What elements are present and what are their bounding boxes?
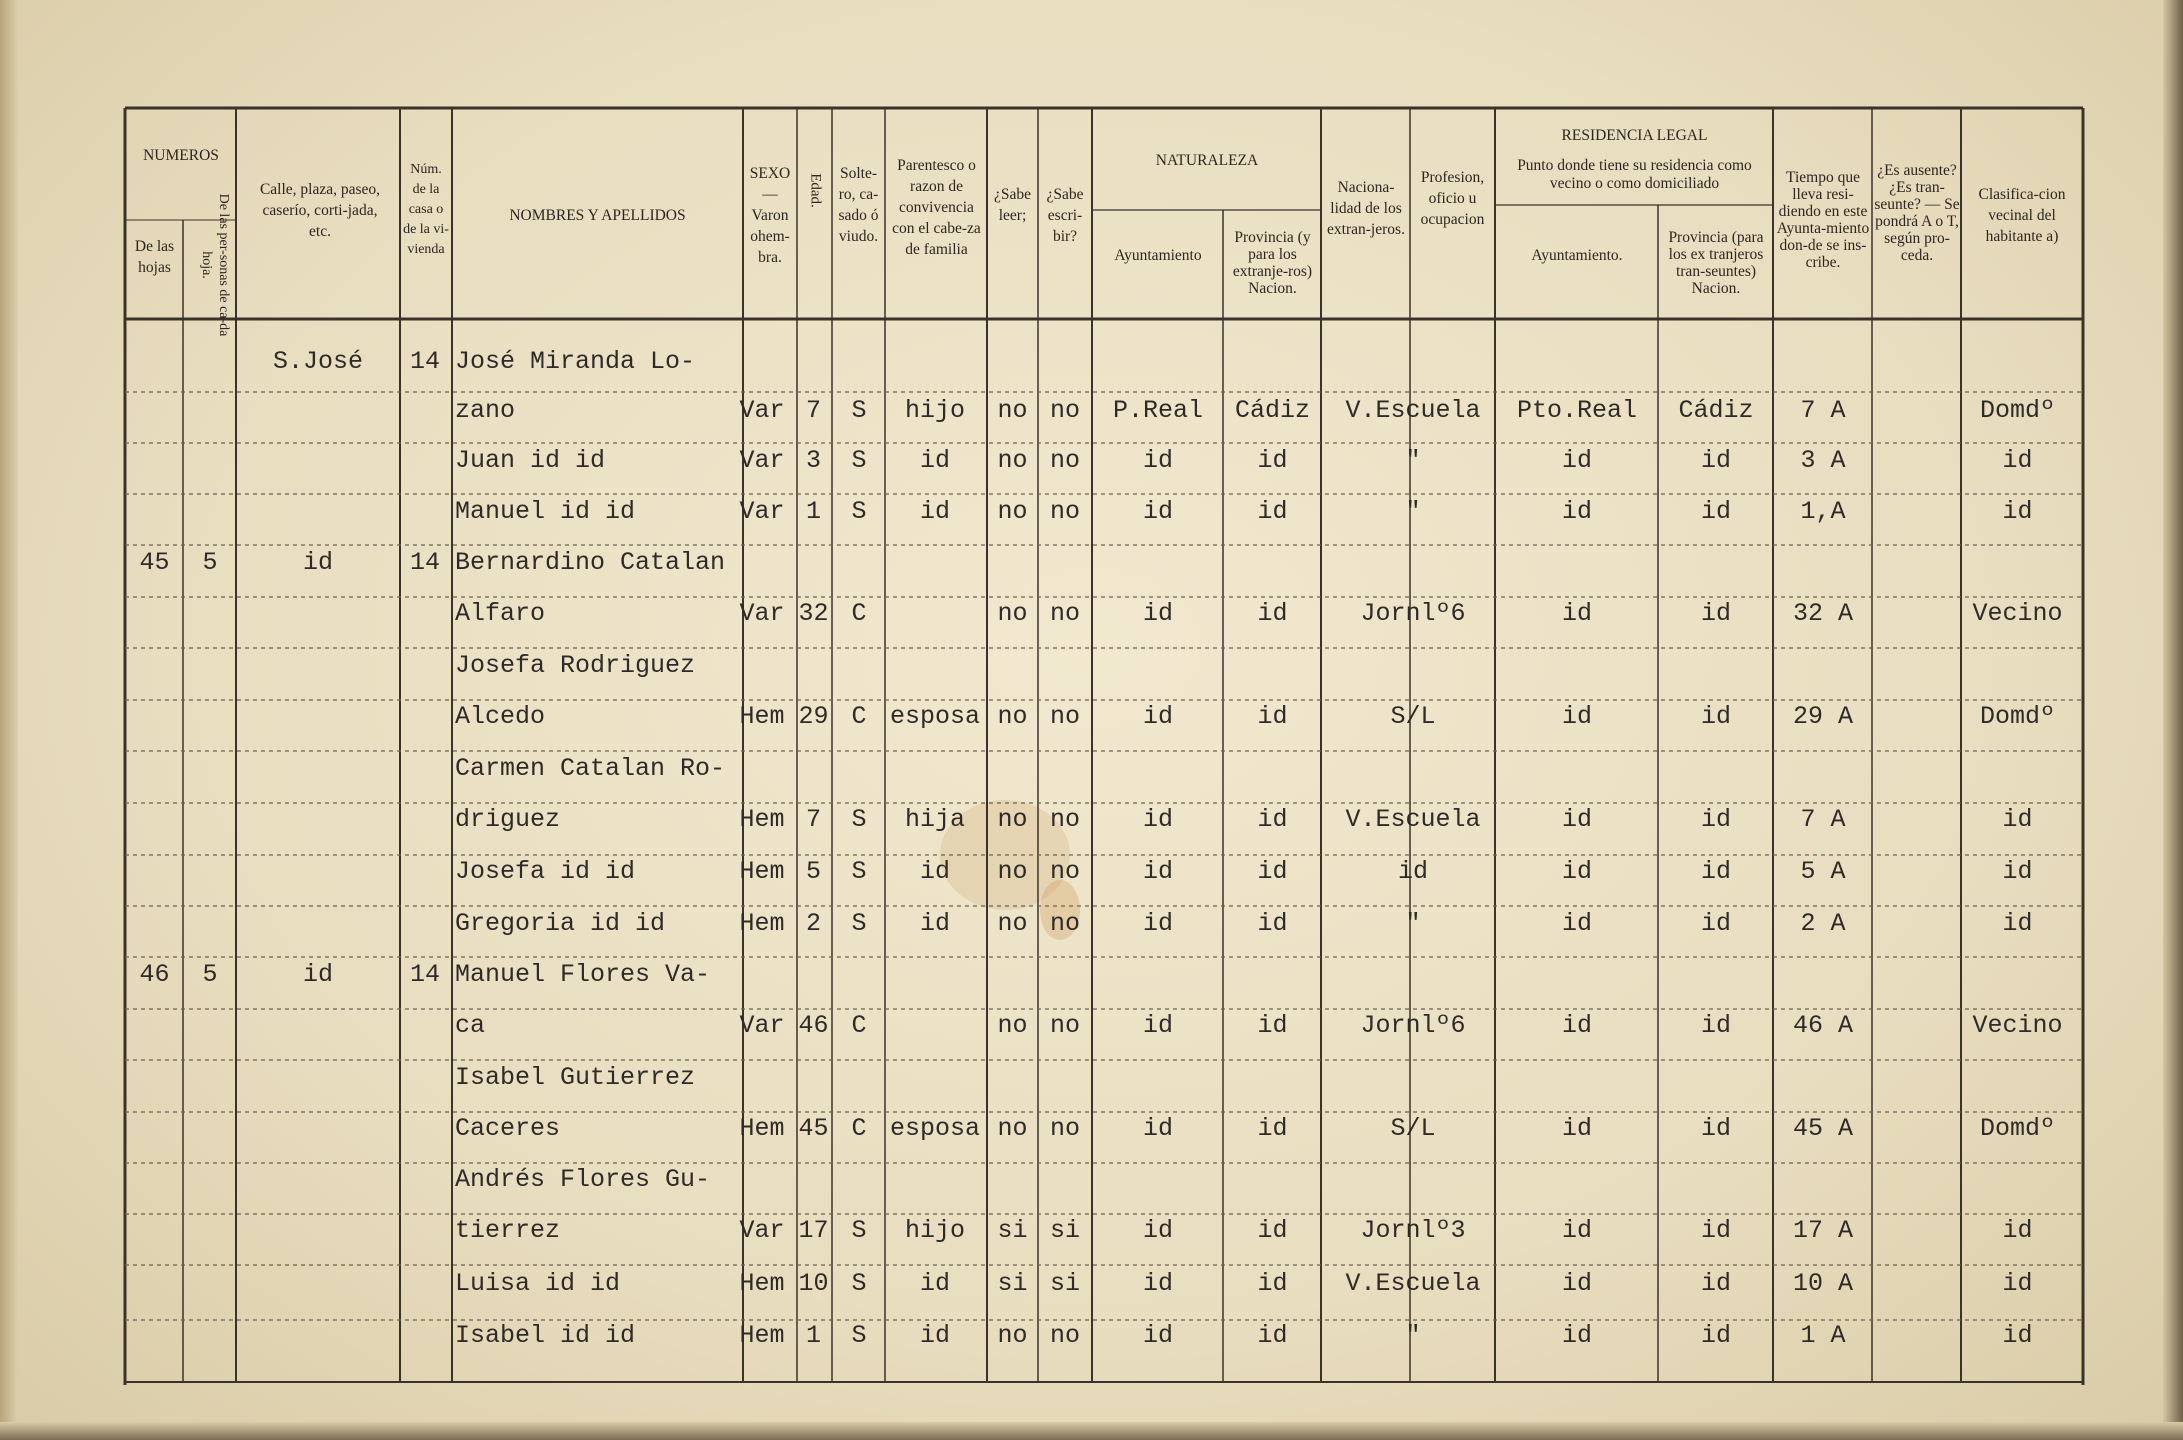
cell-clasif: id bbox=[2002, 446, 2033, 475]
cell-profesion: V.Escuela bbox=[1345, 805, 1481, 834]
cell-profesion: Jornlº3 bbox=[1360, 1216, 1466, 1245]
header-res-ayuntamiento: Ayuntamiento. bbox=[1531, 246, 1623, 264]
cell-nat-prov: id bbox=[1257, 909, 1288, 938]
cell-nat-prov: id bbox=[1257, 1216, 1288, 1245]
cell-profesion: V.Escuela bbox=[1345, 1269, 1481, 1298]
cell-edad: 2 bbox=[805, 909, 821, 938]
header-nat-provincia: Provincia (y para los extranje-ros) Nacion. bbox=[1232, 229, 1313, 297]
cell-res-ayto: id bbox=[1561, 1114, 1592, 1143]
cell-clasif: Vecino bbox=[1972, 1011, 2063, 1040]
cell-leer: no bbox=[997, 396, 1028, 425]
cell-leer: no bbox=[997, 599, 1028, 628]
cell-leer: no bbox=[997, 909, 1028, 938]
cell-nat-prov: id bbox=[1257, 446, 1288, 475]
cell-nat-ayto: id bbox=[1142, 599, 1173, 628]
cell-escribir: no bbox=[1049, 1114, 1080, 1143]
header-naturaleza: NATURALEZA bbox=[1155, 151, 1259, 169]
cell-leer: no bbox=[997, 805, 1028, 834]
cell-res-ayto: id bbox=[1561, 857, 1592, 886]
header-calle: Calle, plaza, paseo, caserío, corti-jada, etc. bbox=[259, 180, 381, 240]
cell-calle: S.José bbox=[272, 347, 363, 376]
cell-clasif: id bbox=[2002, 805, 2033, 834]
header-tiempo: Tiempo que lleva resi-diendo en este Ayunta-miento don-de se ins-cribe. bbox=[1776, 169, 1870, 271]
cell-leer: no bbox=[997, 1114, 1028, 1143]
cell-nat-ayto: id bbox=[1142, 702, 1173, 731]
cell-leer: no bbox=[997, 702, 1028, 731]
cell-tiempo: 7 A bbox=[1800, 396, 1846, 425]
cell-sexo: Hem bbox=[739, 805, 785, 834]
cell-hoja: 45 bbox=[139, 548, 170, 577]
cell-escribir: no bbox=[1049, 857, 1080, 886]
cell-res-prov: id bbox=[1700, 805, 1731, 834]
cell-escribir: no bbox=[1049, 497, 1080, 526]
cell-nat-prov: id bbox=[1257, 702, 1288, 731]
cell-escribir: no bbox=[1049, 396, 1080, 425]
cell-nat-prov: id bbox=[1257, 1011, 1288, 1040]
cell-edad: 17 bbox=[798, 1216, 829, 1245]
cell-casa: 14 bbox=[409, 347, 440, 376]
cell-nombre: Josefa Rodriguez bbox=[455, 651, 696, 680]
cell-profesion: " bbox=[1405, 446, 1421, 475]
cell-nat-ayto: id bbox=[1142, 857, 1173, 886]
cell-parentesco: hijo bbox=[904, 396, 965, 425]
cell-nombre: Andrés Flores Gu- bbox=[455, 1165, 711, 1194]
cell-tiempo: 10 A bbox=[1792, 1269, 1853, 1298]
cell-nombre: ca bbox=[455, 1011, 486, 1040]
cell-tiempo: 5 A bbox=[1800, 857, 1846, 886]
cell-sexo: Hem bbox=[739, 702, 785, 731]
cell-edad: 29 bbox=[798, 702, 829, 731]
cell-sexo: Var bbox=[739, 396, 785, 425]
cell-parentesco: hijo bbox=[904, 1216, 965, 1245]
cell-nat-prov: Cádiz bbox=[1234, 396, 1310, 425]
cell-profesion: id bbox=[1397, 857, 1428, 886]
cell-nat-prov: id bbox=[1257, 1114, 1288, 1143]
cell-nombre: Gregoria id id bbox=[455, 909, 666, 938]
header-parentesco: Parentesco o razon de convivencia con el cabe-za de familia bbox=[892, 156, 981, 258]
cell-estado: C bbox=[851, 599, 867, 628]
cell-nombre: Carmen Catalan Ro- bbox=[455, 754, 726, 783]
cell-nat-ayto: id bbox=[1142, 1216, 1173, 1245]
cell-res-ayto: id bbox=[1561, 1321, 1592, 1350]
cell-estado: C bbox=[851, 702, 867, 731]
cell-leer: si bbox=[997, 1269, 1028, 1298]
cell-clasif: id bbox=[2002, 857, 2033, 886]
cell-nombre: Manuel Flores Va- bbox=[455, 960, 711, 989]
cell-hoja: 46 bbox=[139, 960, 170, 989]
cell-leer: no bbox=[997, 446, 1028, 475]
cell-sexo: Hem bbox=[739, 857, 785, 886]
cell-parentesco: esposa bbox=[889, 1114, 980, 1143]
cell-clasif: id bbox=[2002, 1269, 2033, 1298]
cell-edad: 1 bbox=[805, 1321, 821, 1350]
cell-parentesco: id bbox=[919, 497, 950, 526]
header-numeros: NUMEROS bbox=[143, 146, 219, 164]
cell-casa: 14 bbox=[409, 548, 440, 577]
header-sexo: SEXO — Varon ohem-bra. bbox=[749, 164, 791, 266]
cell-res-prov: id bbox=[1700, 909, 1731, 938]
cell-profesion: Jornlº6 bbox=[1360, 599, 1466, 628]
cell-estado: C bbox=[851, 1011, 867, 1040]
cell-sexo: Var bbox=[739, 497, 785, 526]
cell-estado: S bbox=[851, 909, 867, 938]
cell-edad: 3 bbox=[805, 446, 821, 475]
cell-nat-prov: id bbox=[1257, 1321, 1288, 1350]
cell-clasif: Domdº bbox=[1979, 396, 2055, 425]
cell-tiempo: 7 A bbox=[1800, 805, 1846, 834]
cell-nat-ayto: id bbox=[1142, 1114, 1173, 1143]
header-nombres: NOMBRES Y APELLIDOS bbox=[509, 206, 686, 224]
cell-parentesco: hija bbox=[904, 805, 965, 834]
cell-parentesco: id bbox=[919, 1269, 950, 1298]
cell-res-ayto: id bbox=[1561, 1011, 1592, 1040]
cell-edad: 7 bbox=[805, 805, 821, 834]
cell-persona: 5 bbox=[202, 548, 218, 577]
cell-res-ayto: id bbox=[1561, 446, 1592, 475]
cell-clasif: Domdº bbox=[1979, 702, 2055, 731]
cell-nat-ayto: id bbox=[1142, 909, 1173, 938]
cell-nombre: zano bbox=[455, 396, 516, 425]
cell-res-prov: id bbox=[1700, 702, 1731, 731]
cell-sexo: Hem bbox=[739, 1269, 785, 1298]
cell-tiempo: 2 A bbox=[1800, 909, 1846, 938]
cell-sexo: Var bbox=[739, 1216, 785, 1245]
cell-sexo: Hem bbox=[739, 1114, 785, 1143]
cell-clasif: id bbox=[2002, 1216, 2033, 1245]
cell-nombre: Caceres bbox=[455, 1114, 561, 1143]
cell-leer: no bbox=[997, 857, 1028, 886]
cell-tiempo: 1,A bbox=[1800, 497, 1846, 526]
cell-nat-ayto: id bbox=[1142, 1269, 1173, 1298]
cell-clasif: id bbox=[2002, 1321, 2033, 1350]
header-residencia: RESIDENCIA LEGAL bbox=[1561, 126, 1708, 144]
cell-leer: no bbox=[997, 497, 1028, 526]
cell-estado: S bbox=[851, 1269, 867, 1298]
cell-nat-ayto: P.Real bbox=[1112, 396, 1203, 425]
cell-nat-prov: id bbox=[1257, 857, 1288, 886]
cell-profesion: " bbox=[1405, 1321, 1421, 1350]
cell-estado: S bbox=[851, 1321, 867, 1350]
cell-res-ayto: id bbox=[1561, 497, 1592, 526]
cell-escribir: si bbox=[1049, 1269, 1080, 1298]
cell-parentesco: id bbox=[919, 1321, 950, 1350]
cell-profesion: S/L bbox=[1390, 1114, 1436, 1143]
header-sabe-leer: ¿Sabe leer; bbox=[993, 186, 1031, 224]
cell-escribir: no bbox=[1049, 805, 1080, 834]
cell-edad: 7 bbox=[805, 396, 821, 425]
cell-profesion: " bbox=[1405, 909, 1421, 938]
cell-sexo: Hem bbox=[739, 1321, 785, 1350]
cell-nat-ayto: id bbox=[1142, 1321, 1173, 1350]
cell-nat-ayto: id bbox=[1142, 497, 1173, 526]
cell-escribir: no bbox=[1049, 446, 1080, 475]
cell-escribir: no bbox=[1049, 599, 1080, 628]
cell-leer: si bbox=[997, 1216, 1028, 1245]
cell-res-ayto: id bbox=[1561, 1216, 1592, 1245]
cell-nat-prov: id bbox=[1257, 497, 1288, 526]
cell-escribir: no bbox=[1049, 1011, 1080, 1040]
cell-res-prov: Cádiz bbox=[1678, 396, 1754, 425]
cell-profesion: V.Escuela bbox=[1345, 396, 1481, 425]
header-res-provincia: Provincia (para los ex tranjeros tran-seuntes) Nacion. bbox=[1668, 229, 1764, 297]
cell-escribir: si bbox=[1049, 1216, 1080, 1245]
header-residencia-sub: Punto donde tiene su residencia como vecino o como domiciliado bbox=[1517, 157, 1752, 192]
cell-res-prov: id bbox=[1700, 1011, 1731, 1040]
cell-nombre: Juan id id bbox=[455, 446, 606, 475]
cell-estado: S bbox=[851, 1216, 867, 1245]
cell-sexo: Var bbox=[739, 599, 785, 628]
cell-res-prov: id bbox=[1700, 1321, 1731, 1350]
cell-edad: 45 bbox=[798, 1114, 829, 1143]
cell-res-prov: id bbox=[1700, 1114, 1731, 1143]
cell-res-prov: id bbox=[1700, 497, 1731, 526]
cell-parentesco: esposa bbox=[889, 702, 980, 731]
cell-casa: 14 bbox=[409, 960, 440, 989]
cell-res-ayto: id bbox=[1561, 702, 1592, 731]
cell-profesion: Jornlº6 bbox=[1360, 1011, 1466, 1040]
cell-nat-prov: id bbox=[1257, 1269, 1288, 1298]
header-de-las-hojas: De las hojas bbox=[134, 238, 175, 276]
cell-leer: no bbox=[997, 1321, 1028, 1350]
cell-nombre: tierrez bbox=[455, 1216, 561, 1245]
cell-res-prov: id bbox=[1700, 1216, 1731, 1245]
cell-sexo: Hem bbox=[739, 909, 785, 938]
header-nacionalidad: Naciona-lidad de los extran-jeros. bbox=[1327, 178, 1405, 238]
cell-nombre: Isabel id id bbox=[455, 1321, 636, 1350]
cell-parentesco: id bbox=[919, 857, 950, 886]
cell-nat-ayto: id bbox=[1142, 446, 1173, 475]
header-clasificacion: Clasifica-cion vecinal del habitante a) bbox=[1978, 185, 2066, 245]
cell-nombre: Manuel id id bbox=[455, 497, 636, 526]
cell-profesion: " bbox=[1405, 497, 1421, 526]
cell-res-ayto: id bbox=[1561, 909, 1592, 938]
cell-parentesco: id bbox=[919, 909, 950, 938]
cell-res-prov: id bbox=[1700, 857, 1731, 886]
cell-nombre: José Miranda Lo- bbox=[455, 347, 696, 376]
cell-res-prov: id bbox=[1700, 1269, 1731, 1298]
cell-nat-prov: id bbox=[1257, 599, 1288, 628]
cell-res-ayto: Pto.Real bbox=[1516, 396, 1638, 425]
cell-estado: S bbox=[851, 497, 867, 526]
cell-nombre: Bernardino Catalan bbox=[455, 548, 726, 577]
cell-nat-prov: id bbox=[1257, 805, 1288, 834]
cell-estado: S bbox=[851, 446, 867, 475]
cell-tiempo: 32 A bbox=[1792, 599, 1853, 628]
cell-estado: C bbox=[851, 1114, 867, 1143]
header-soltero: Solte-ro, ca-sado ó viudo. bbox=[838, 165, 879, 245]
cell-nombre: Luisa id id bbox=[455, 1269, 621, 1298]
cell-leer: no bbox=[997, 1011, 1028, 1040]
cell-parentesco: id bbox=[919, 446, 950, 475]
cell-escribir: no bbox=[1049, 702, 1080, 731]
cell-nat-ayto: id bbox=[1142, 805, 1173, 834]
cell-nombre: Alfaro bbox=[455, 599, 546, 628]
cell-res-ayto: id bbox=[1561, 599, 1592, 628]
cell-escribir: no bbox=[1049, 909, 1080, 938]
cell-tiempo: 45 A bbox=[1792, 1114, 1853, 1143]
header-profesion: Profesion, oficio u ocupacion bbox=[1420, 168, 1485, 228]
cell-clasif: Domdº bbox=[1979, 1114, 2055, 1143]
cell-nombre: Josefa id id bbox=[455, 857, 636, 886]
cell-clasif: Vecino bbox=[1972, 599, 2063, 628]
cell-calle: id bbox=[302, 960, 333, 989]
cell-escribir: no bbox=[1049, 1321, 1080, 1350]
cell-tiempo: 46 A bbox=[1792, 1011, 1853, 1040]
cell-tiempo: 17 A bbox=[1792, 1216, 1853, 1245]
header-nat-ayuntamiento: Ayuntamiento bbox=[1114, 246, 1202, 264]
cell-nat-ayto: id bbox=[1142, 1011, 1173, 1040]
cell-edad: 32 bbox=[798, 599, 829, 628]
cell-persona: 5 bbox=[202, 960, 218, 989]
cell-sexo: Var bbox=[739, 1011, 785, 1040]
cell-nombre: Isabel Gutierrez bbox=[455, 1063, 696, 1092]
cell-tiempo: 29 A bbox=[1792, 702, 1853, 731]
cell-estado: S bbox=[851, 805, 867, 834]
cell-nombre: driguez bbox=[455, 805, 561, 834]
cell-edad: 5 bbox=[805, 857, 821, 886]
cell-res-ayto: id bbox=[1561, 1269, 1592, 1298]
cell-edad: 46 bbox=[798, 1011, 829, 1040]
cell-res-prov: id bbox=[1700, 599, 1731, 628]
cell-nombre: Alcedo bbox=[455, 702, 546, 731]
cell-tiempo: 3 A bbox=[1800, 446, 1846, 475]
cell-profesion: S/L bbox=[1390, 702, 1436, 731]
cell-res-prov: id bbox=[1700, 446, 1731, 475]
cell-edad: 1 bbox=[805, 497, 821, 526]
cell-clasif: id bbox=[2002, 909, 2033, 938]
header-de-las-personas: De las per-sonas de ca-da hoja. bbox=[199, 193, 231, 337]
header-sabe-escribir: ¿Sabe escri-bir? bbox=[1046, 185, 1084, 245]
cell-estado: S bbox=[851, 396, 867, 425]
cell-tiempo: 1 A bbox=[1800, 1321, 1846, 1350]
cell-res-ayto: id bbox=[1561, 805, 1592, 834]
header-ausente: ¿Es ausente? ¿Es tran-seunte? — Se pondrá A o T, según pro-ceda. bbox=[1874, 162, 1960, 264]
cell-edad: 10 bbox=[798, 1269, 829, 1298]
header-edad: Edad. bbox=[807, 173, 824, 208]
cell-clasif: id bbox=[2002, 497, 2033, 526]
cell-estado: S bbox=[851, 857, 867, 886]
cell-sexo: Var bbox=[739, 446, 785, 475]
header-num-casa: Núm. de la casa o de la vi-vienda bbox=[403, 162, 449, 257]
cell-calle: id bbox=[302, 548, 333, 577]
